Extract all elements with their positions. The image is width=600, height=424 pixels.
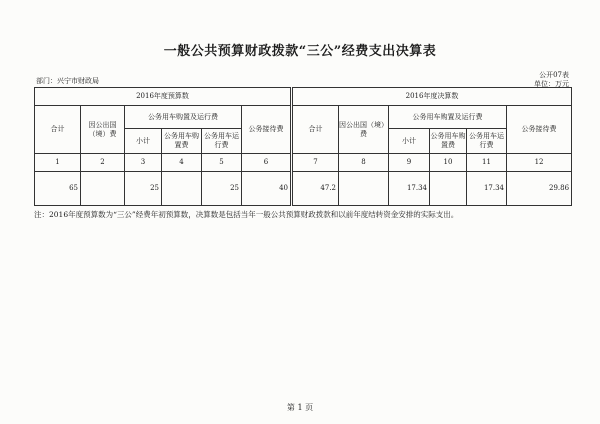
value-budget-abroad: [81, 172, 125, 206]
page-title: 一般公共预算财政拨款“三公”经费支出决算表: [163, 44, 437, 59]
header-final-abroad: 因公出国（境）费: [339, 106, 389, 154]
value-final-total: 47.2: [293, 172, 339, 206]
header-final-vehicle: 公务用车购置及运行费: [389, 106, 507, 129]
col-number: 2: [81, 154, 125, 172]
unit-label: 单位：万元: [534, 80, 569, 88]
col-number: 12: [507, 154, 572, 172]
header-row-1: [35, 106, 572, 129]
value-budget-subtotal: 25: [125, 172, 162, 206]
page-number: 第 1 页: [286, 403, 314, 412]
col-number: 6: [242, 154, 291, 172]
value-budget-reception: 40: [242, 172, 291, 206]
col-number: 9: [389, 154, 430, 172]
header-budget-total: 合计: [35, 106, 81, 154]
group-header-row: [35, 88, 572, 106]
column-number-row: [35, 154, 572, 172]
value-final-abroad: [339, 172, 389, 206]
col-number: 7: [293, 154, 339, 172]
col-number: 10: [430, 154, 467, 172]
value-final-reception: 29.86: [507, 172, 572, 206]
header-final-total: 合计: [293, 106, 339, 154]
col-number: 11: [467, 154, 507, 172]
header-budget-subtotal: 小计: [125, 129, 162, 154]
value-budget-vehicle-purchase: [162, 172, 202, 206]
header-final-vehicle-purchase: 公务用车购置费: [430, 129, 467, 154]
value-final-subtotal: 17.34: [389, 172, 430, 206]
header-budget-vehicle-run: 公务用车运行费: [202, 129, 242, 154]
form-code: 公开07表: [539, 71, 569, 79]
footnote: 注：2016年度预算数为“三公”经费年初预算数，决算数是包括当年一般公共预算财政拨款和以前年度结转资金安排的实际支出。: [34, 210, 459, 219]
col-number: 5: [202, 154, 242, 172]
column-gap: [291, 129, 293, 154]
value-final-vehicle-purchase: [430, 172, 467, 206]
header-budget-vehicle: 公务用车购置及运行费: [125, 106, 242, 129]
value-row: [35, 172, 572, 206]
header-budget-vehicle-purchase: 公务用车购置费: [162, 129, 202, 154]
value-final-vehicle-run: 17.34: [467, 172, 507, 206]
header-final-reception: 公务接待费: [507, 106, 572, 154]
col-number: 1: [35, 154, 81, 172]
col-number: 3: [125, 154, 162, 172]
col-number: 8: [339, 154, 389, 172]
group-final: 2016年度决算数: [293, 88, 572, 106]
value-budget-vehicle-run: 25: [202, 172, 242, 206]
group-budget: 2016年度预算数: [35, 88, 291, 106]
header-budget-abroad: 因公出国（境）费: [81, 106, 125, 154]
header-budget-reception: 公务接待费: [242, 106, 291, 154]
value-budget-total: 65: [35, 172, 81, 206]
header-final-vehicle-run: 公务用车运行费: [467, 129, 507, 154]
expenditure-table: [34, 87, 572, 206]
header-final-subtotal: 小计: [389, 129, 430, 154]
col-number: 4: [162, 154, 202, 172]
department-label: 部门：兴宁市财政局: [36, 77, 99, 85]
